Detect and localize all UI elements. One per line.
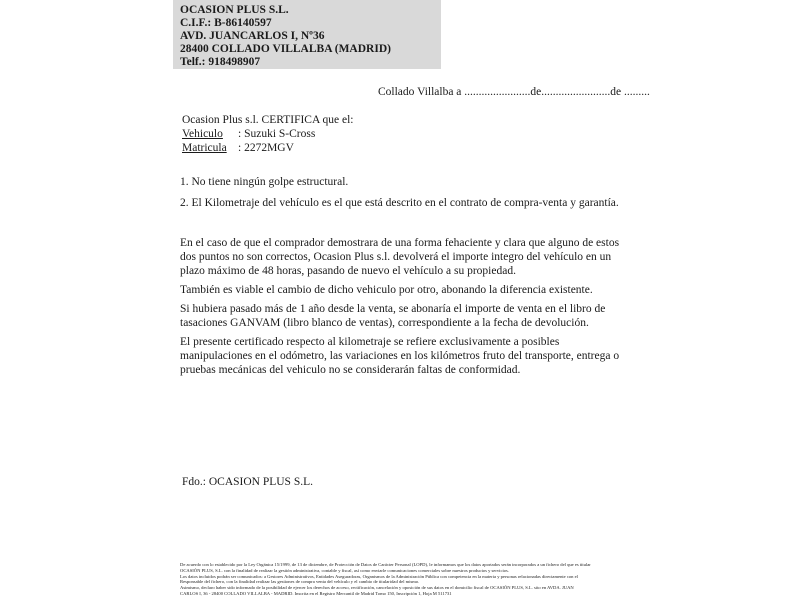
certified-point-2: 2. El Kilometraje del vehículo es el que está descrito en el contrato de compra-venta y garantía. xyxy=(180,197,619,209)
certified-point-1: 1. No tiene ningún golpe estructural. xyxy=(180,176,349,188)
company-letterhead xyxy=(173,0,441,69)
plate-label: Matricula xyxy=(182,142,227,154)
legal-line-4: Responsable del fichero, con la finalidad realizar las gestiones de compra venta del vehículo y el cambio de titularidad del mismo. xyxy=(180,579,420,585)
signature-line: Fdo.: OCASION PLUS S.L. xyxy=(182,476,313,488)
place-and-date-line: Collado Villalba a .......................de........................de ......... xyxy=(378,86,650,98)
legal-line-5: Asimismo, declaro haber sido informado de la posibilidad de ejercer los derechos de acceso, rectificación, cancelación y oposición de sus datos en el domicilio fiscal de OCASIÓN PLUS, S.L. sito en AVDA. JUAN xyxy=(180,585,574,590)
paragraph-odometer-disclaimer: El presente certificado respecto al kilometraje se refiere exclusivamente a posibles manipulaciones en el odómetro, las variaciones en los kilómetros fruto del transporte, entrega o pruebas mecánicas del vehiculo no se considerarán faltas de conformidad. xyxy=(180,336,620,376)
plate-row xyxy=(182,142,294,154)
plate-value: : 2272MGV xyxy=(238,142,294,154)
certification-intro: Ocasion Plus s.l. CERTIFICA que el: xyxy=(182,114,354,126)
vehicle-label: Vehiculo xyxy=(182,128,223,140)
vehicle-value: : Suzuki S-Cross xyxy=(238,128,316,140)
company-city: 28400 COLLADO VILLALBA (MADRID) xyxy=(180,42,391,55)
company-name: OCASION PLUS S.L. xyxy=(180,4,289,16)
vehicle-row xyxy=(182,128,315,140)
company-phone: Telf.: 918498907 xyxy=(180,55,261,68)
paragraph-exchange-option: También es viable el cambio de dicho vehiculo por otro, abonando la diferencia existente. xyxy=(180,284,593,296)
paragraph-ganvam-valuation: Si hubiera pasado más de 1 año desde la venta, se abonaría el importe de venta en el libro de tasaciones GANVAM (libro blanco de ventas), correspondiente a la fecha de devolución. xyxy=(180,303,606,329)
paragraph-refund-policy: En el caso de que el comprador demostrara de una forma fehaciente y clara que alguno de estos dos puntos no son correctos, Ocasion Plus s.l. devolverá el importe integro del vehículo en un plazo máximo de 48 horas, pasando de nuevo el vehículo a su propiedad. xyxy=(180,237,620,277)
company-cif: C.I.F.: B-86140597 xyxy=(180,16,272,29)
legal-line-6: CARLOS I, 36 - 28400 COLLADO VILLALBA - MADRID. Inscrita en el Registro Mercantil de Madrid Tomo 150, Inscripción 1, Hoja M 511731 xyxy=(180,590,452,596)
legal-footer xyxy=(180,562,618,597)
company-address: AVD. JUANCARLOS I, Nº36 xyxy=(180,29,325,42)
legal-line-3: Los datos incluidos podrán ser comunicados: a Gestores Administrativos, Entidades Aseguradoras, Organismos de la Administración Pública con competencia en la materia y personas relacionadas directamente con el xyxy=(180,573,578,579)
legal-line-2: OCASIÓN PLUS, S.L. con la finalidad de realizar la gestión administrativa, contable y fiscal, así como enviarle comunicaciones comerciales sobre nuestros productos y servicios. xyxy=(180,567,509,573)
legal-line-1: De acuerdo con lo establecido por la Ley Orgánica 15/1999, de 13 de diciembre, de Protección de Datos de Carácter Personal (LOPD), le informamos que los datos aportados serán incorporados a un fichero del que es titular xyxy=(180,562,591,567)
